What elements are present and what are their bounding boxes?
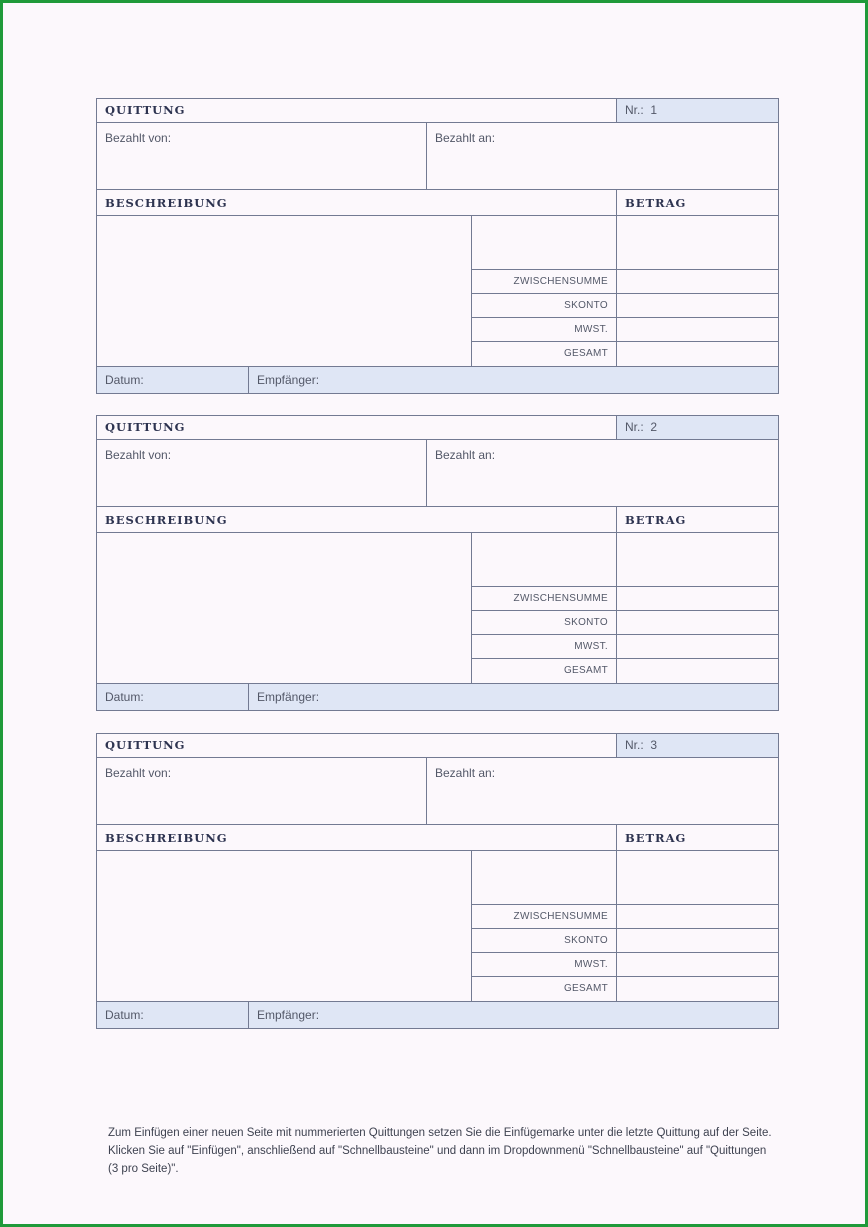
amount-header: BETRAG: [617, 825, 778, 851]
description-field[interactable]: [97, 216, 472, 367]
receipt-number-label: Nr.:: [625, 103, 644, 117]
total-value[interactable]: [617, 659, 778, 684]
amount-field[interactable]: [617, 216, 778, 270]
discount-label: SKONTO: [472, 929, 617, 953]
receipt-title: QUITTUNG: [97, 416, 617, 440]
total-label: GESAMT: [472, 977, 617, 1002]
discount-label: SKONTO: [472, 611, 617, 635]
vat-value[interactable]: [617, 953, 778, 977]
description-blank-cell: [472, 533, 617, 587]
receipt-number: [617, 99, 778, 123]
amount-header: BETRAG: [617, 190, 778, 216]
receipt-3: [96, 733, 779, 1029]
vat-label: MWST.: [472, 635, 617, 659]
subtotal-label: ZWISCHENSUMME: [472, 270, 617, 294]
instruction-note: Zum Einfügen einer neuen Seite mit nummerierten Quittungen setzen Sie die Einfügemarke unter die letzte Quittung auf der Seite. Klicken Sie auf "Einfügen", anschließend auf "Schnellbausteine" und dann im Dropdownmenü "Schnellbausteine" auf "Quittungen (3 pro Seite)".: [108, 1127, 772, 1175]
subtotal-value[interactable]: [617, 587, 778, 611]
amount-header: BETRAG: [617, 507, 778, 533]
date-field[interactable]: Datum:: [97, 1002, 249, 1028]
receipt-number: [617, 734, 778, 758]
subtotal-value[interactable]: [617, 270, 778, 294]
receipt-title: QUITTUNG: [97, 99, 617, 123]
date-field[interactable]: Datum:: [97, 367, 249, 393]
total-label: GESAMT: [472, 659, 617, 684]
total-label: GESAMT: [472, 342, 617, 367]
recipient-field[interactable]: Empfänger:: [249, 367, 778, 393]
receipt-number-value: 1: [650, 103, 658, 117]
recipient-field[interactable]: Empfänger:: [249, 1002, 778, 1028]
vat-value[interactable]: [617, 318, 778, 342]
description-field[interactable]: [97, 533, 472, 684]
discount-value[interactable]: [617, 929, 778, 953]
receipt-number-label: Nr.:: [625, 738, 644, 752]
receipt-2: [96, 415, 779, 711]
receipt-number: [617, 416, 778, 440]
paid-to-field[interactable]: Bezahlt an:: [427, 123, 778, 190]
vat-value[interactable]: [617, 635, 778, 659]
subtotal-label: ZWISCHENSUMME: [472, 905, 617, 929]
receipt-1: [96, 98, 779, 394]
receipt-title: QUITTUNG: [97, 734, 617, 758]
paid-to-field[interactable]: Bezahlt an:: [427, 758, 778, 825]
discount-value[interactable]: [617, 611, 778, 635]
description-field[interactable]: [97, 851, 472, 1002]
receipt-number-value: 3: [650, 738, 658, 752]
vat-label: MWST.: [472, 318, 617, 342]
amount-field[interactable]: [617, 851, 778, 905]
paid-by-field[interactable]: Bezahlt von:: [97, 123, 427, 190]
recipient-field[interactable]: Empfänger:: [249, 684, 778, 710]
paid-to-field[interactable]: Bezahlt an:: [427, 440, 778, 507]
paid-by-field[interactable]: Bezahlt von:: [97, 440, 427, 507]
discount-value[interactable]: [617, 294, 778, 318]
total-value[interactable]: [617, 342, 778, 367]
vat-label: MWST.: [472, 953, 617, 977]
paid-by-field[interactable]: Bezahlt von:: [97, 758, 427, 825]
total-value[interactable]: [617, 977, 778, 1002]
amount-field[interactable]: [617, 533, 778, 587]
discount-label: SKONTO: [472, 294, 617, 318]
description-blank-cell: [472, 216, 617, 270]
description-header: BESCHREIBUNG: [97, 190, 617, 216]
receipt-number-value: 2: [650, 420, 658, 434]
subtotal-value[interactable]: [617, 905, 778, 929]
date-field[interactable]: Datum:: [97, 684, 249, 710]
description-header: BESCHREIBUNG: [97, 507, 617, 533]
receipt-number-label: Nr.:: [625, 420, 644, 434]
description-header: BESCHREIBUNG: [97, 825, 617, 851]
description-blank-cell: [472, 851, 617, 905]
subtotal-label: ZWISCHENSUMME: [472, 587, 617, 611]
